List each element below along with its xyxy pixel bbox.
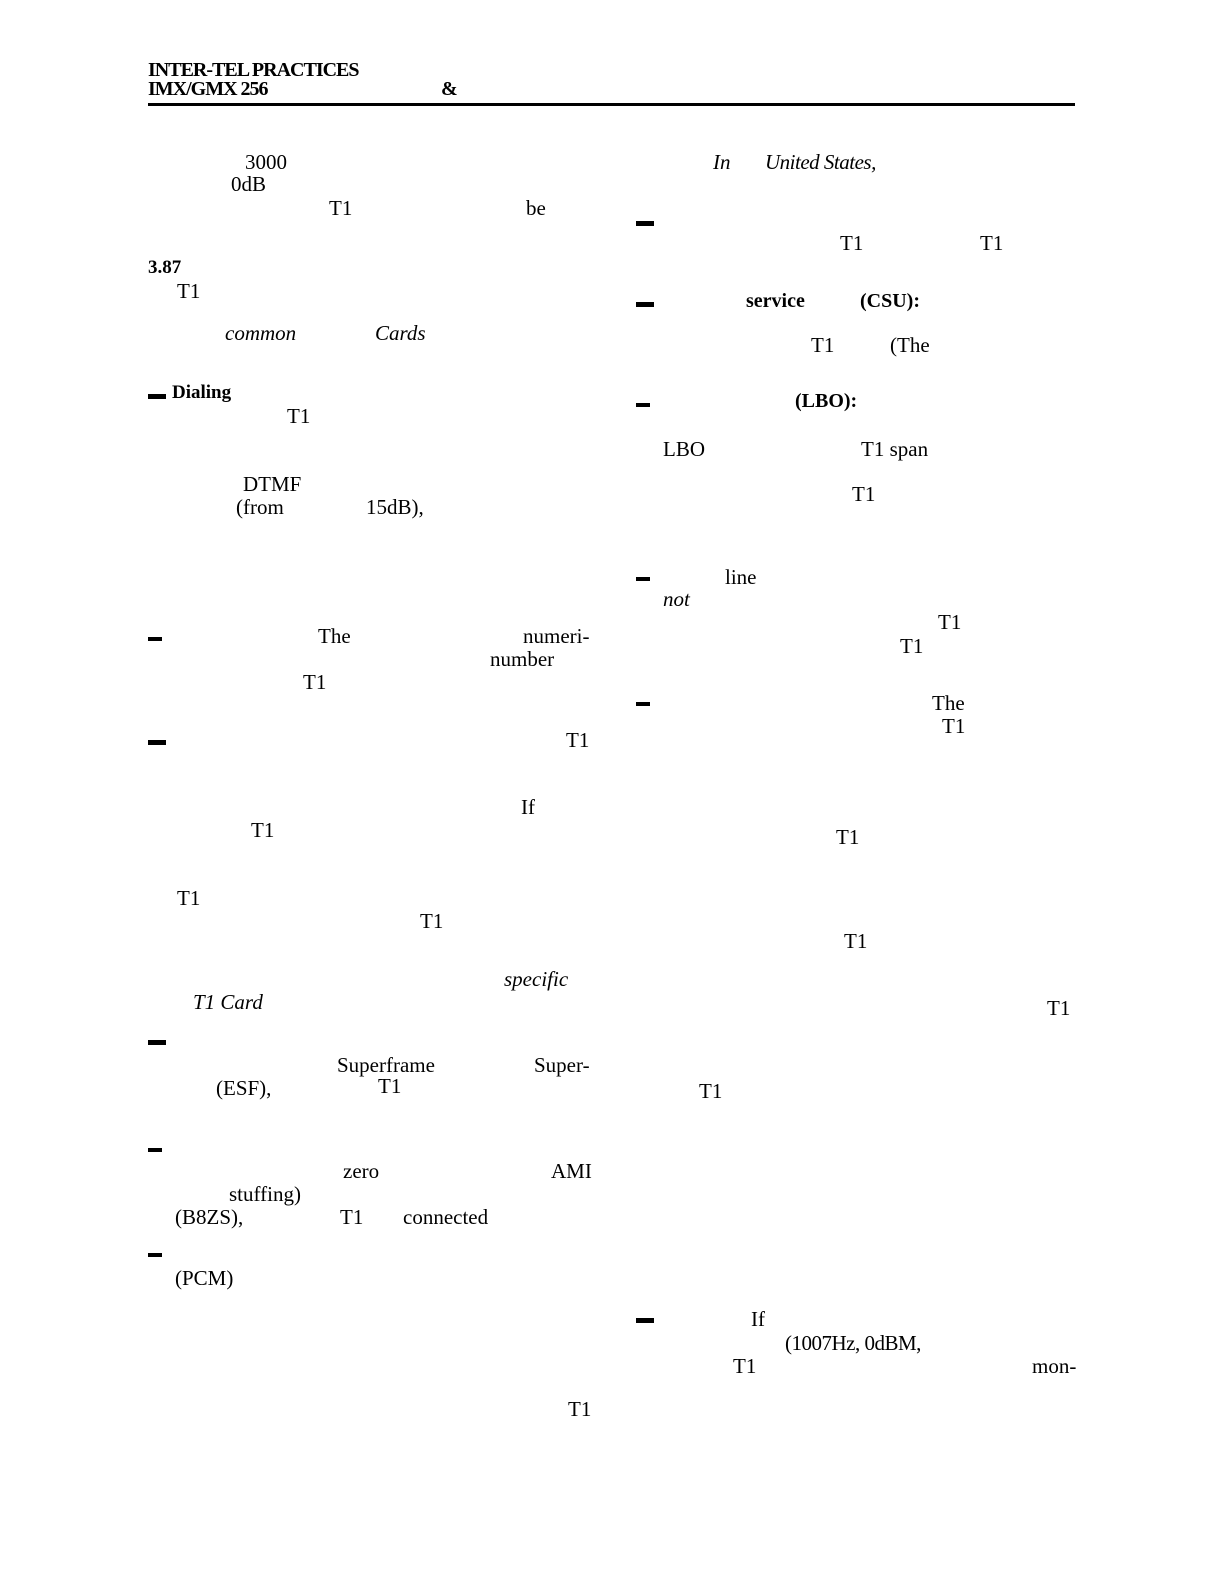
word: mon- bbox=[1032, 1354, 1077, 1378]
word: T1 bbox=[329, 196, 353, 220]
word: T1 bbox=[938, 610, 962, 634]
word: (from bbox=[236, 495, 284, 519]
word: T1 bbox=[177, 279, 201, 303]
bullet-dash bbox=[148, 1040, 166, 1045]
word: T1 Card bbox=[193, 990, 263, 1014]
word: specific bbox=[504, 967, 569, 991]
word: AMI bbox=[551, 1159, 592, 1183]
word: T1 bbox=[840, 231, 864, 255]
word: The bbox=[932, 691, 965, 715]
word: T1 bbox=[1047, 996, 1071, 1020]
word: zero bbox=[343, 1159, 380, 1183]
header-subtitle: IMX/GMX 256 bbox=[148, 78, 268, 100]
bullet-dash bbox=[636, 302, 654, 307]
word: (ESF), bbox=[216, 1076, 272, 1100]
word: be bbox=[526, 196, 546, 220]
word: Superframe bbox=[337, 1053, 435, 1077]
word: T1 bbox=[378, 1074, 402, 1098]
word: T1 bbox=[836, 825, 860, 849]
word: T1 bbox=[942, 714, 966, 738]
word: connected bbox=[403, 1205, 489, 1229]
bullet-dash bbox=[148, 740, 166, 745]
bullet-dash bbox=[636, 221, 654, 226]
word: number bbox=[490, 647, 555, 671]
word: T1 bbox=[900, 634, 924, 658]
header-title: INTER-TEL PRACTICES bbox=[148, 59, 359, 81]
word: T1 bbox=[844, 929, 868, 953]
word: T1 bbox=[303, 670, 327, 694]
word: T1 bbox=[420, 909, 444, 933]
word: In bbox=[713, 150, 731, 174]
word: (CSU): bbox=[860, 290, 920, 312]
word: (1007Hz, 0dBM, bbox=[785, 1331, 921, 1355]
section-number: 3.87 bbox=[148, 257, 182, 278]
word: (B8ZS), bbox=[175, 1205, 244, 1229]
word: The bbox=[318, 624, 351, 648]
word: stuffing) bbox=[229, 1182, 301, 1206]
word: numeri- bbox=[523, 624, 590, 648]
word: Super- bbox=[534, 1053, 590, 1077]
word: T1 bbox=[177, 886, 201, 910]
word: 3000 bbox=[245, 150, 287, 174]
bullet-dash bbox=[636, 577, 650, 581]
word: United States, bbox=[765, 150, 876, 174]
word: Cards bbox=[375, 321, 426, 345]
header-rule bbox=[148, 103, 1075, 106]
bullet-dash bbox=[148, 637, 162, 641]
word: 0dB bbox=[231, 172, 267, 196]
bullet-dash bbox=[636, 702, 650, 706]
word: (The bbox=[890, 333, 930, 357]
word: (PCM) bbox=[175, 1266, 234, 1290]
word: T1 bbox=[811, 333, 835, 357]
bullet-dash bbox=[148, 394, 166, 399]
word: common bbox=[225, 321, 297, 345]
word: line bbox=[725, 565, 757, 589]
bullet-dash bbox=[636, 1318, 654, 1323]
word: T1 bbox=[566, 728, 590, 752]
word: If bbox=[751, 1307, 765, 1331]
word: T1 bbox=[699, 1079, 723, 1103]
word: T1 bbox=[568, 1397, 592, 1421]
word: If bbox=[521, 795, 535, 819]
bullet-dash bbox=[148, 1253, 162, 1257]
word: not bbox=[663, 587, 690, 611]
word: T1 bbox=[287, 404, 311, 428]
word: 15dB), bbox=[366, 495, 424, 519]
word: DTMF bbox=[243, 472, 302, 496]
word: T1 bbox=[852, 482, 876, 506]
word: T1 bbox=[980, 231, 1004, 255]
header-ampersand: & bbox=[441, 78, 458, 100]
bullet-dash bbox=[148, 1148, 162, 1152]
word: T1 bbox=[733, 1354, 757, 1378]
word: T1 bbox=[251, 818, 275, 842]
word: LBO bbox=[663, 437, 705, 461]
word: T1 span bbox=[861, 437, 929, 461]
subheading-dialing: Dialing bbox=[172, 382, 232, 403]
bullet-dash bbox=[636, 403, 650, 407]
word: service bbox=[746, 290, 805, 312]
word: (LBO): bbox=[795, 390, 858, 412]
word: T1 bbox=[340, 1205, 364, 1229]
